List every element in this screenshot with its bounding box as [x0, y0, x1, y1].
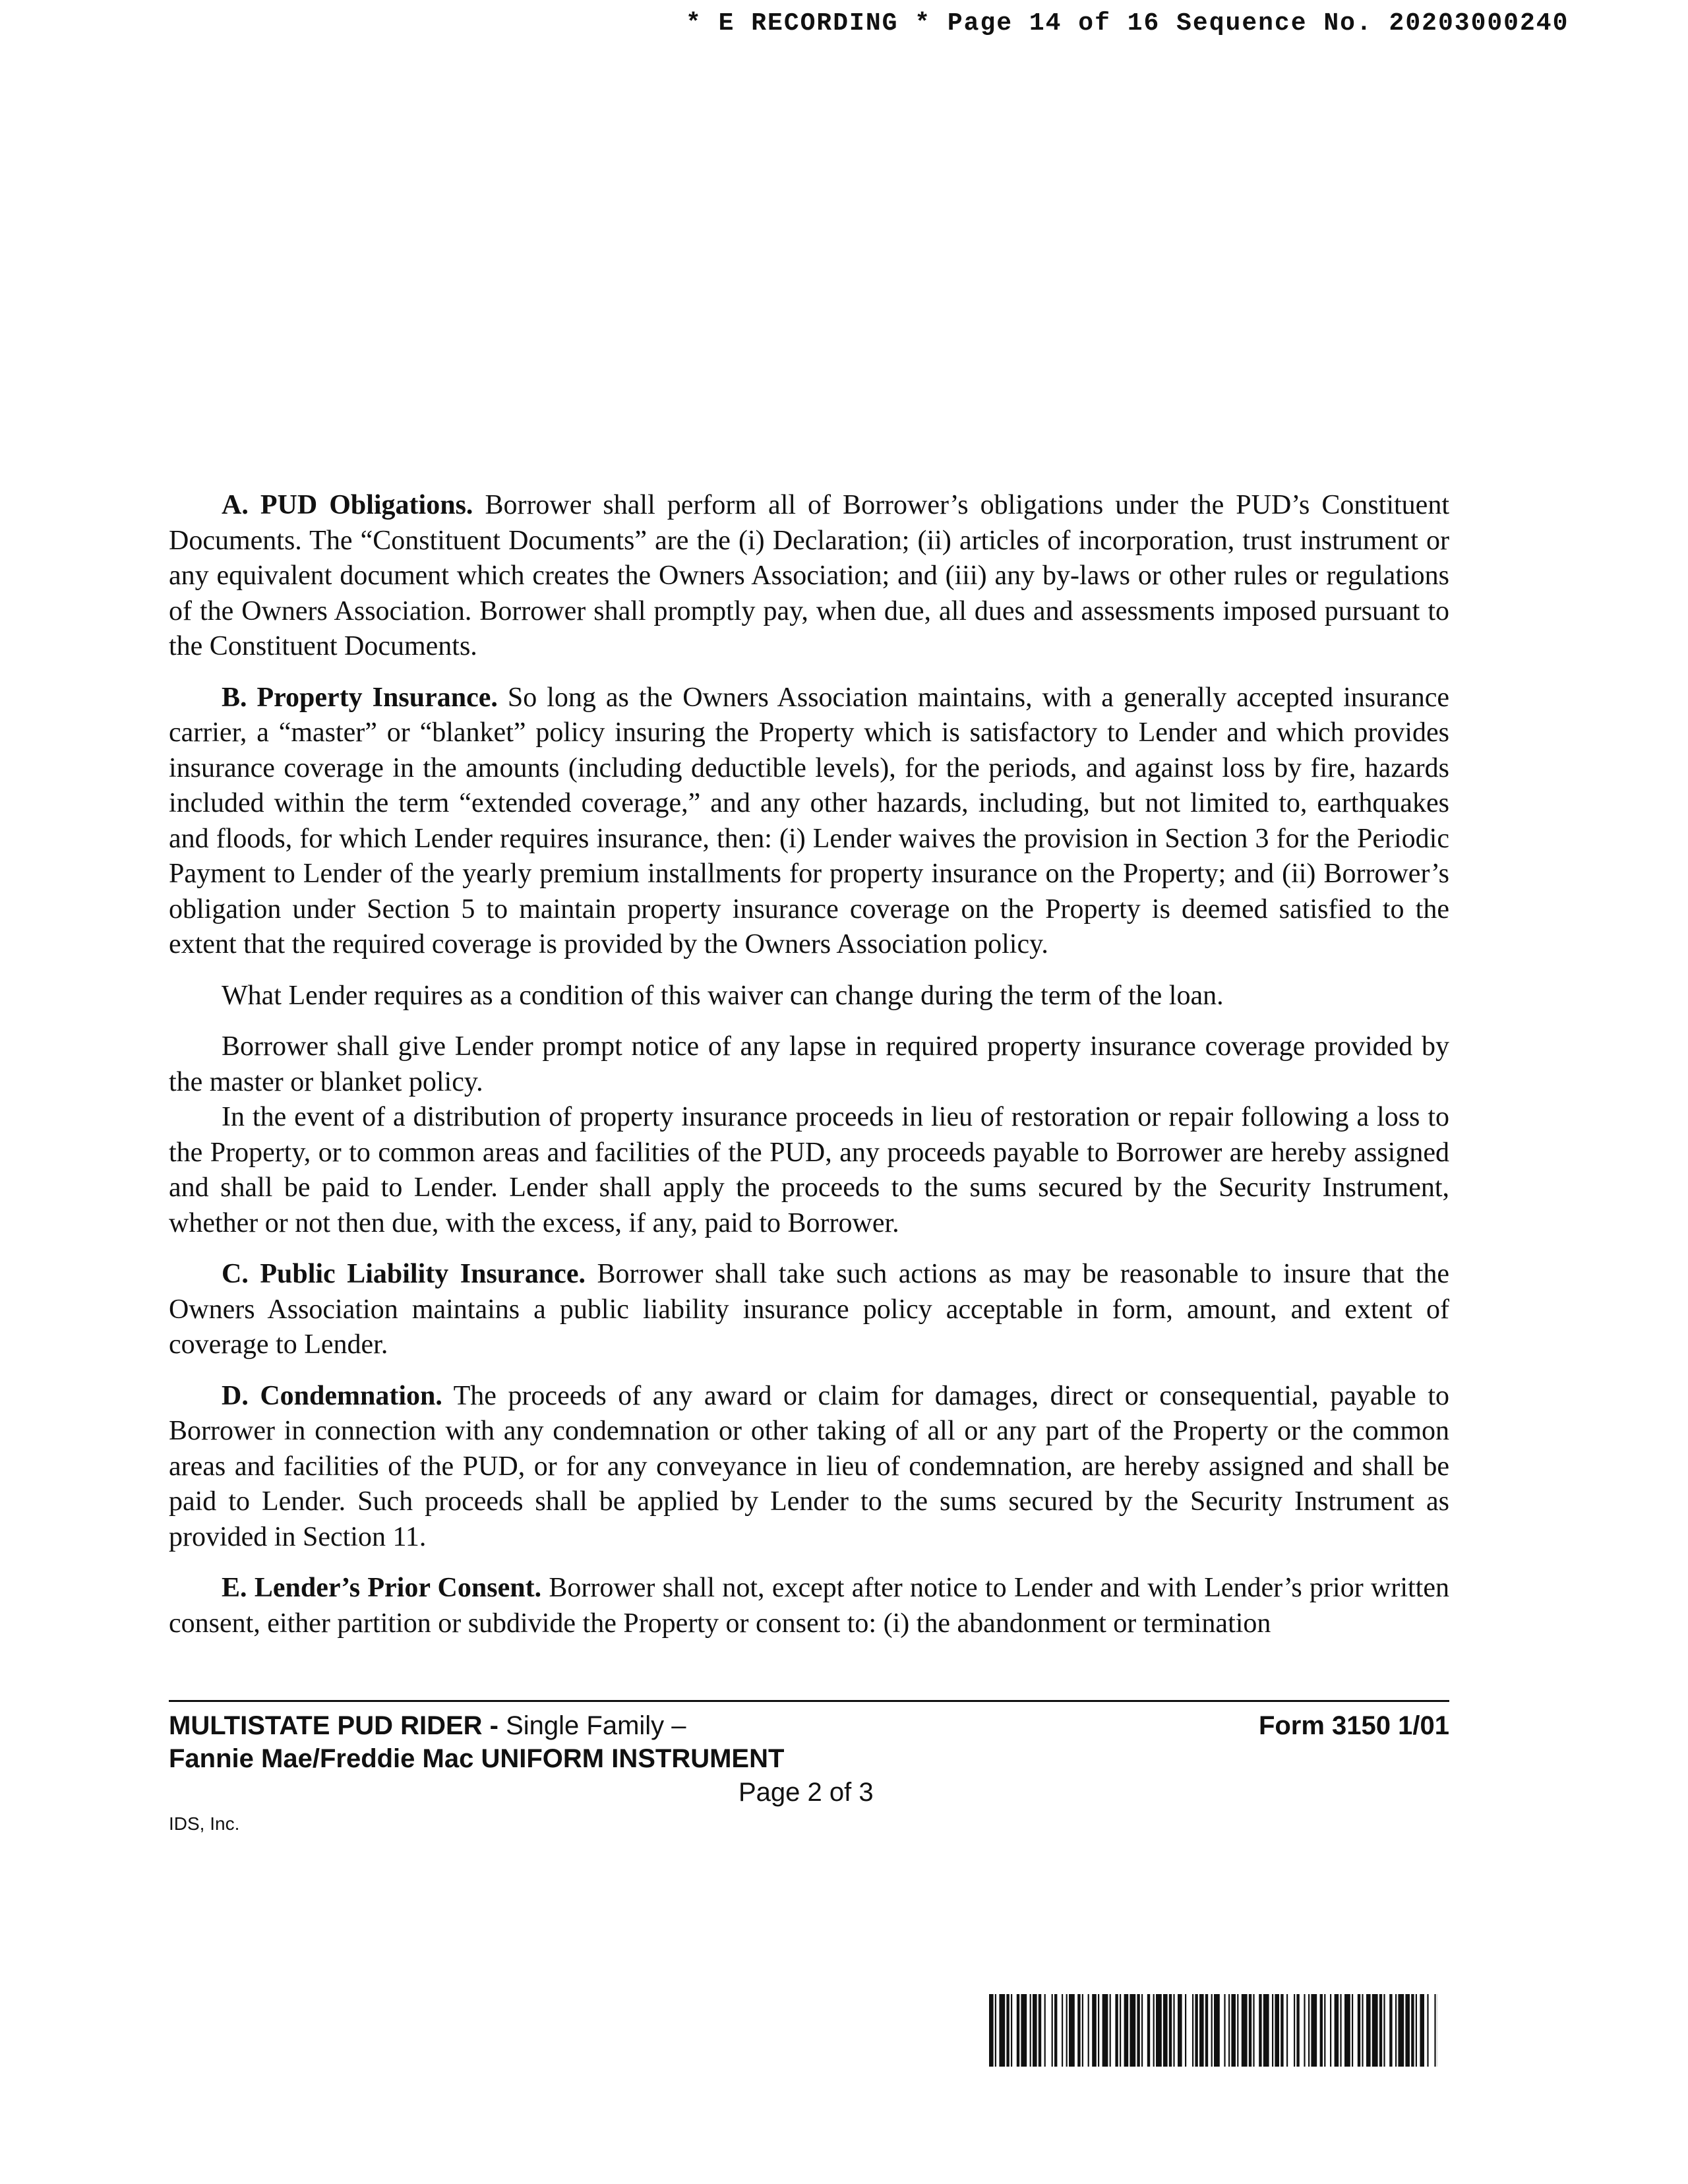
footer-title-bold: MULTISTATE PUD RIDER -	[169, 1711, 498, 1740]
section-a-heading: A. PUD Obligations.	[222, 490, 473, 520]
footer-row	[169, 1709, 1449, 1742]
section-b-waiver-paragraph: What Lender requires as a condition of this waiver can change during the term of the loan.	[222, 980, 1224, 1011]
section-d-paragraph	[169, 1379, 1449, 1556]
section-b-notice-paragraph: Borrower shall give Lender prompt notice of any lapse in required property insurance coverage provided by the master or blanket policy.	[169, 1031, 1449, 1097]
section-c-heading: C. Public Liability Insurance.	[222, 1259, 586, 1289]
section-b-paragraph	[169, 681, 1449, 963]
section-a-paragraph	[169, 488, 1449, 665]
section-b-proceeds-paragraph: In the event of a distribution of property insurance proceeds in lieu of restoration or repair following a loss to the Property, or to common areas and facilities of the PUD, any proceeds payable to Borrower are hereby assigned and shall be paid to Lender. Lender shall apply the proceeds to the sums secured by the Security Instrument, whether or not then due, with the excess, if any, paid to Borrower.	[169, 1102, 1449, 1238]
section-c-paragraph	[169, 1257, 1449, 1363]
section-e-heading: E. Lender’s Prior Consent.	[222, 1573, 542, 1603]
footer-instrument-line: Fannie Mae/Freddie Mac UNIFORM INSTRUMENT	[169, 1744, 785, 1773]
form-footer	[169, 1709, 1449, 1775]
footer-title	[169, 1709, 686, 1742]
document-body	[169, 488, 1449, 1641]
footer-title-rest: Single Family –	[498, 1711, 686, 1740]
section-e-paragraph	[169, 1571, 1449, 1641]
page-number: Page 2 of 3	[738, 1778, 874, 1807]
section-b-heading: B. Property Insurance.	[222, 682, 498, 713]
footer-divider	[169, 1700, 1449, 1702]
recording-header: * E RECORDING * Page 14 of 16 Sequence No. 20203000240	[686, 9, 1569, 38]
barcode-image	[989, 1994, 1437, 2067]
section-d-text: The proceeds of any award or claim for damages, direct or consequential, payable to Borrower in connection with any condemnation or other taking of all or any part of the Property or the common areas and facilities of the PUD, or for any conveyance in lieu of condemnation, are hereby assigned and shall be paid to Lender. Such proceeds shall be applied by Lender to the sums secured by the Security Instrument as provided in Section 11.	[169, 1380, 1449, 1552]
section-d-heading: D. Condemnation.	[222, 1380, 442, 1411]
section-b-text: So long as the Owners Association maintains, with a generally accepted insurance carrier, a “master” or “blanket” policy insuring the Property which is satisfactory to Lender and which provides insurance coverage in the amounts (including deductible levels), for the periods, and against loss by fire, hazards included within the term “extended coverage,” and any other hazards, including, but not limited to, earthquakes and floods, for which Lender requires insurance, then: (i) Lender waives the provision in Section 3 for the Periodic Payment to Lender of the yearly premium installments for property insurance on the Property; and (ii) Borrower’s obligation under Section 5 to maintain property insurance coverage on the Property is deemed satisfied to the extent that the required coverage is provided by the Owners Association policy.	[169, 682, 1449, 959]
section-c-text: Borrower shall take such actions as may be reasonable to insure that the Owners Association maintains a public liability insurance policy acceptable in form, amount, and extent of coverage to Lender.	[169, 1259, 1450, 1360]
form-number: Form 3150 1/01	[1258, 1711, 1449, 1740]
section-e-text: Borrower shall not, except after notice to Lender and with Lender’s prior written consent, either partition or subdivide the Property or consent to: (i) the abandonment or termination	[169, 1573, 1449, 1639]
section-a-text: Borrower shall perform all of Borrower’s obligations under the PUD’s Constituent Documents. The “Constituent Documents” are the (i) Declaration; (ii) articles of incorporation, trust instrument or any equivalent document which creates the Owners Association; and (iii) any by-laws or other rules or regulations of the Owners Association. Borrower shall promptly pay, when due, all dues and assessments imposed pursuant to the Constituent Documents.	[169, 490, 1449, 661]
publisher-label: IDS, Inc.	[169, 1813, 240, 1834]
